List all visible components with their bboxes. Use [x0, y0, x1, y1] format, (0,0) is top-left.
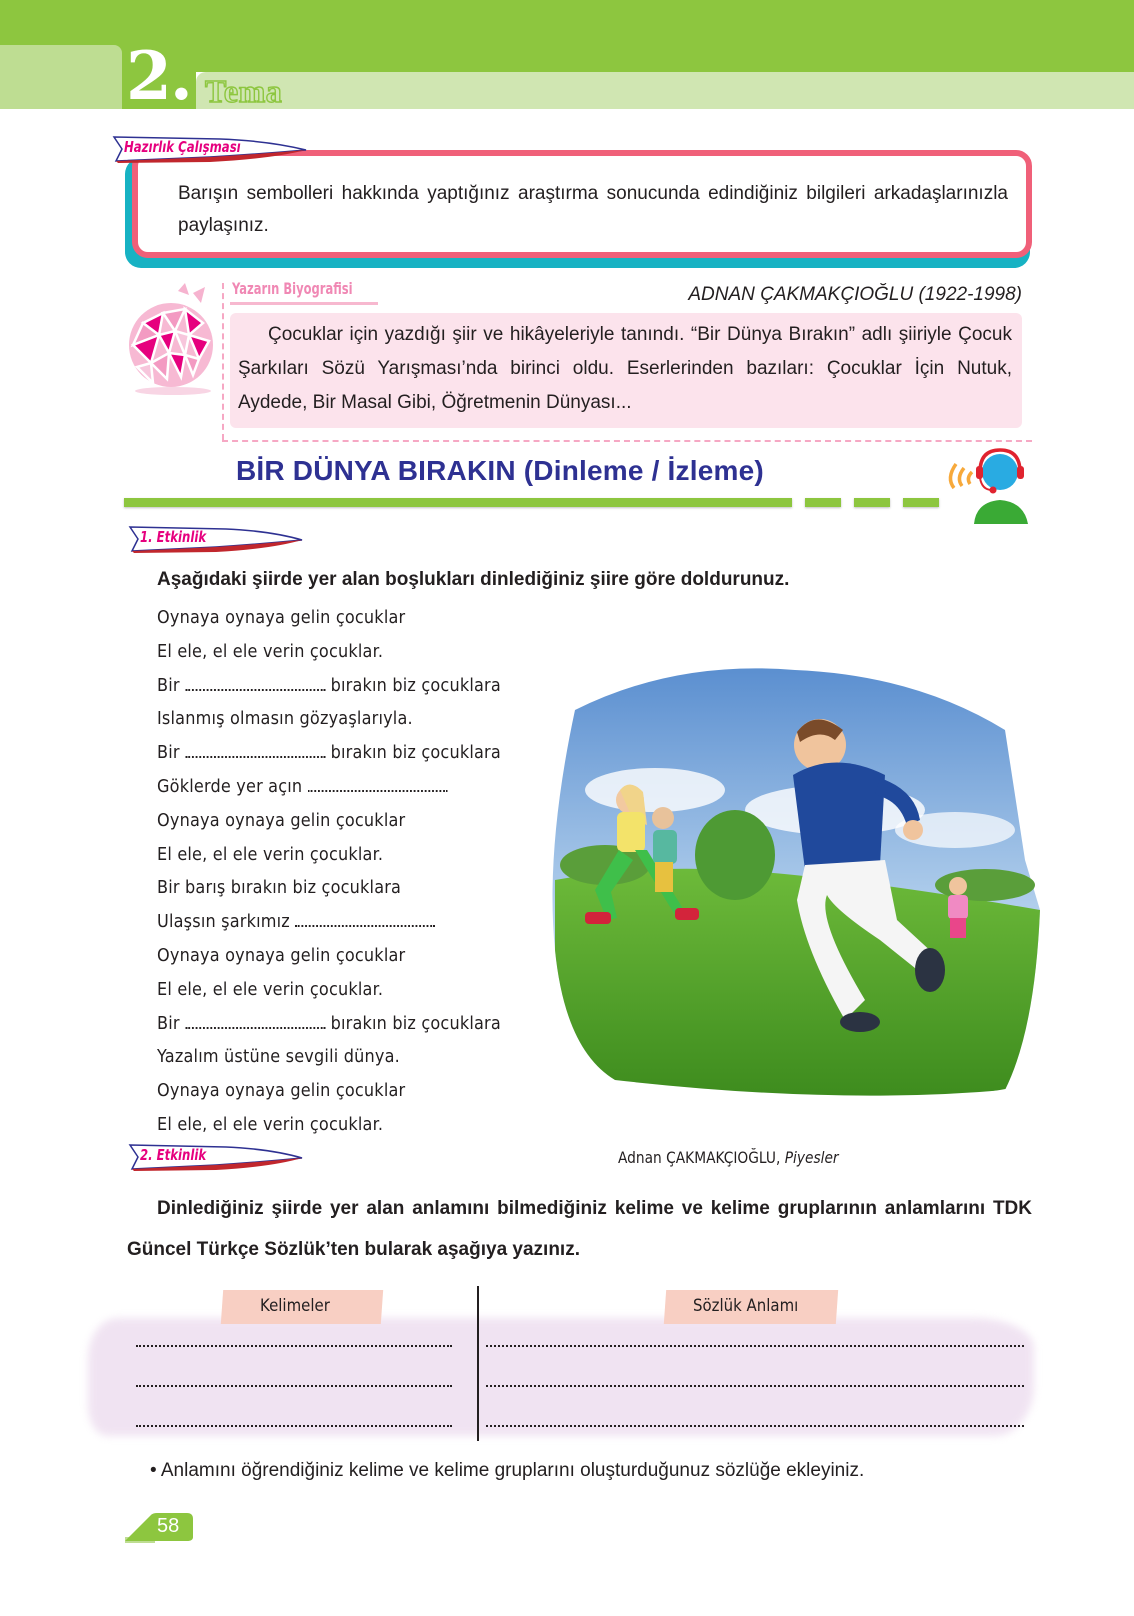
poem-line — [157, 601, 501, 635]
word-answer-line-1[interactable] — [136, 1345, 452, 1347]
activity2-ribbon-label: 2. Etkinlik — [140, 1146, 207, 1164]
globe-icon — [123, 283, 223, 398]
fill-blank[interactable] — [295, 925, 435, 927]
activity2-ribbon — [126, 1143, 306, 1171]
poem-line — [157, 702, 501, 736]
listening-headset-icon — [940, 448, 1030, 524]
biography-dashed-border-horizontal — [222, 440, 1032, 442]
poem-line — [157, 1074, 501, 1108]
poem-line — [157, 939, 501, 973]
meaning-answer-line-3[interactable] — [486, 1425, 1024, 1427]
poem-line — [157, 1007, 501, 1041]
table-column-divider — [477, 1286, 479, 1441]
poem-line — [157, 736, 501, 770]
title-dash-3 — [903, 498, 939, 507]
poem-text: bırakın biz çocuklara — [330, 743, 501, 764]
poem-text: Yazalım üstüne sevgili dünya. — [157, 1047, 400, 1068]
poem-line — [157, 838, 501, 872]
poem-text: Bir — [157, 675, 180, 696]
poem-text: Islanmış olmasın gözyaşlarıyla. — [157, 709, 413, 730]
poem-line — [157, 973, 501, 1007]
poem-text: El ele, el ele verin çocuklar. — [157, 979, 384, 1000]
biography-title: Yazarın Biyografisi — [232, 279, 353, 298]
biography-dashed-border-vertical — [222, 283, 224, 440]
meaning-answer-line-2[interactable] — [486, 1385, 1024, 1387]
theme-label: Tema — [205, 73, 283, 109]
activity1-instruction: Aşağıdaki şiirde yer alan boşlukları dinlediğiniz şiire göre doldurunuz. — [157, 569, 790, 590]
poem-line — [157, 905, 501, 939]
biography-text-content: Çocuklar için yazdığı şiir ve hikâyeleriyle tanındı. “Bir Dünya Bırakın” adlı şiiriyle Çocuk Şarkıları Sözü Yarışması’nda birinci oldu. Eserlerinden bazıları: Çocuklar İçin Nutuk, Aydede, Bir Masal Gibi, Öğretmenin Dünyası... — [238, 324, 1012, 413]
fill-blank[interactable] — [185, 756, 325, 758]
poem-line — [157, 669, 501, 703]
theme-number: 2. — [126, 37, 191, 115]
poem-line — [157, 635, 501, 669]
word-answer-line-3[interactable] — [136, 1425, 452, 1427]
poem-line — [157, 1108, 501, 1142]
poem-text: El ele, el ele verin çocuklar. — [157, 844, 384, 865]
title-dash-2 — [854, 498, 890, 507]
poem-line — [157, 1040, 501, 1074]
poem-text: Bir — [157, 743, 180, 764]
preparation-text: Barışın sembolleri hakkında yaptığınız araştırma sonucunda edindiğiniz bilgileri arkadaşlarınızla paylaşınız. — [178, 183, 1008, 236]
poem-text: bırakın biz çocuklara — [330, 675, 501, 696]
fill-blank[interactable] — [185, 1027, 325, 1029]
poem-source — [618, 1148, 839, 1167]
source-work: Piyesler — [784, 1148, 839, 1167]
page-number: 58 — [157, 1515, 180, 1537]
poem-text: Ulaşsın şarkımız — [157, 912, 290, 933]
column-header-words: Kelimeler — [260, 1296, 330, 1316]
table-watercolor-background — [88, 1318, 1034, 1436]
poem-text: Oynaya oynaya gelin çocuklar — [157, 810, 406, 831]
poem-text: Oynaya oynaya gelin çocuklar — [157, 1081, 406, 1102]
word-answer-line-2[interactable] — [136, 1385, 452, 1387]
header-left-block — [0, 45, 122, 109]
poem-text: Oynaya oynaya gelin çocuklar — [157, 608, 406, 628]
source-author: Adnan ÇAKMAKÇIOĞLU, — [618, 1148, 781, 1167]
section-title: BİR DÜNYA BIRAKIN (Dinleme / İzleme) — [236, 455, 764, 486]
activity2-instruction: Dinlediğiniz şiirde yer alan anlamını bilmediğiniz kelime ve kelime gruplarının anlamlarını TDK Güncel Türkçe Sözlük’ten bularak aşağıya yazınız. — [127, 1198, 1032, 1260]
poem-line — [157, 770, 501, 804]
activity1-ribbon-label: 1. Etkinlik — [140, 528, 207, 546]
poem-text: El ele, el ele verin çocuklar. — [157, 641, 384, 662]
children-running-photo — [535, 650, 1040, 1110]
title-underline-bar — [124, 498, 792, 507]
poem-text: Oynaya oynaya gelin çocuklar — [157, 945, 406, 966]
biography-title-underline — [230, 302, 378, 305]
poem-text: Bir barış bırakın biz çocuklara — [157, 878, 402, 899]
biography-author: ADNAN ÇAKMAKÇIOĞLU (1922-1998) — [688, 284, 1022, 305]
title-dash-1 — [805, 498, 841, 507]
column-header-meaning: Sözlük Anlamı — [693, 1296, 799, 1316]
fill-blank[interactable] — [185, 689, 325, 691]
meaning-answer-line-1[interactable] — [486, 1345, 1024, 1347]
poem-text: Göklerde yer açın — [157, 776, 303, 797]
biography-text — [238, 318, 1012, 420]
fill-blank[interactable] — [308, 790, 448, 792]
activity1-ribbon — [126, 525, 306, 553]
activity2-note: • Anlamını öğrendiğiniz kelime ve kelime gruplarını oluşturduğunuz sözlüğe ekleyiniz. — [150, 1460, 865, 1481]
poem-line — [157, 804, 501, 838]
poem-line — [157, 871, 501, 905]
poem-text: bırakın biz çocuklara — [330, 1013, 501, 1034]
preparation-ribbon-label: Hazırlık Çalışması — [124, 138, 241, 156]
poem — [157, 601, 531, 1142]
poem-text: Bir — [157, 1013, 180, 1034]
header-light-band — [196, 72, 1134, 109]
poem-text: El ele, el ele verin çocuklar. — [157, 1114, 384, 1135]
preparation-ribbon — [110, 135, 310, 163]
